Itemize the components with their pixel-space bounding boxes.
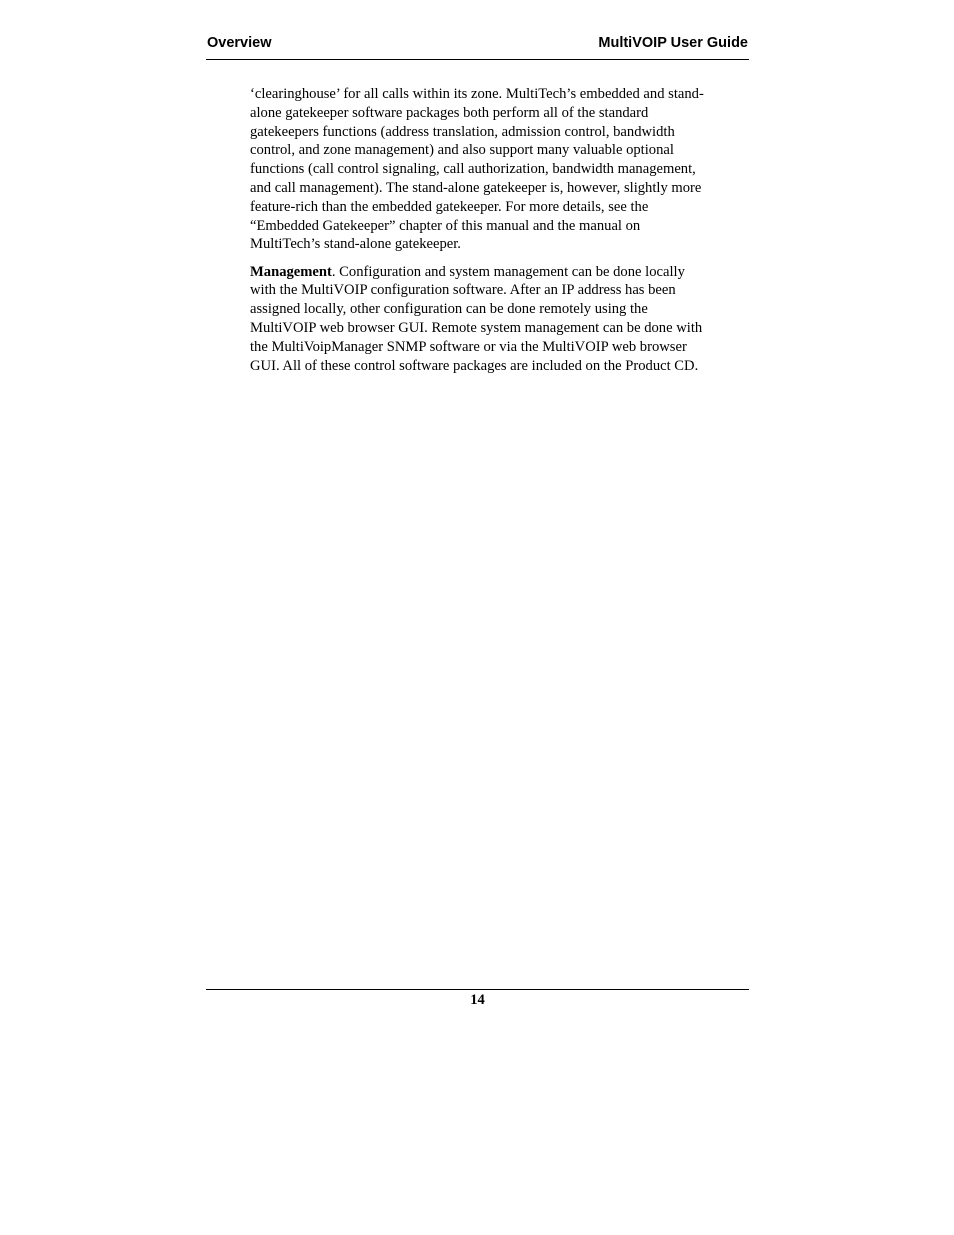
paragraph-line: functions (call control signaling, call authorization, bandwidth management,: [250, 161, 696, 178]
paragraph-line: and call management). The stand-alone gatekeeper is, however, slightly more: [250, 179, 702, 196]
gatekeeper-paragraph: [250, 85, 746, 254]
paragraph-line: “Embedded Gatekeeper” chapter of this manual and the manual on: [250, 217, 641, 234]
paragraph-line: with the MultiVOIP configuration software. After an IP address has been: [250, 282, 676, 299]
paragraph-line: MultiVOIP web browser GUI. Remote system management can be done with: [250, 320, 703, 337]
paragraph-line: feature-rich than the embedded gatekeeper. For more details, see the: [250, 198, 649, 215]
paragraph-line: GUI. All of these control software packages are included on the Product CD.: [250, 357, 699, 374]
management-paragraph: [250, 263, 746, 376]
paragraph-line: alone gatekeeper software packages both perform all of the standard: [250, 104, 649, 121]
footer-divider: [206, 989, 749, 990]
header-section-title: Overview: [207, 35, 272, 51]
paragraph-line: gatekeepers functions (address translation, admission control, bandwidth: [250, 123, 675, 140]
page-header: [206, 33, 749, 60]
paragraph-line: assigned locally, other configuration can be done remotely using the: [250, 301, 648, 318]
paragraph-line: MultiTech’s stand-alone gatekeeper.: [250, 236, 461, 253]
header-guide-title: MultiVOIP User Guide: [598, 35, 748, 51]
paragraph-line: ‘clearinghouse’ for all calls within its zone. MultiTech’s embedded and stand-: [250, 86, 704, 102]
body-text: [250, 85, 746, 384]
paragraph-line: control, and zone management) and also support many valuable optional: [250, 142, 674, 159]
page-number: 14: [470, 992, 485, 1008]
paragraph-line: . Configuration and system management can be done locally: [331, 263, 685, 280]
management-heading: Management: [250, 263, 332, 280]
paragraph-line: the MultiVoipManager SNMP software or via the MultiVOIP web browser: [250, 338, 687, 355]
